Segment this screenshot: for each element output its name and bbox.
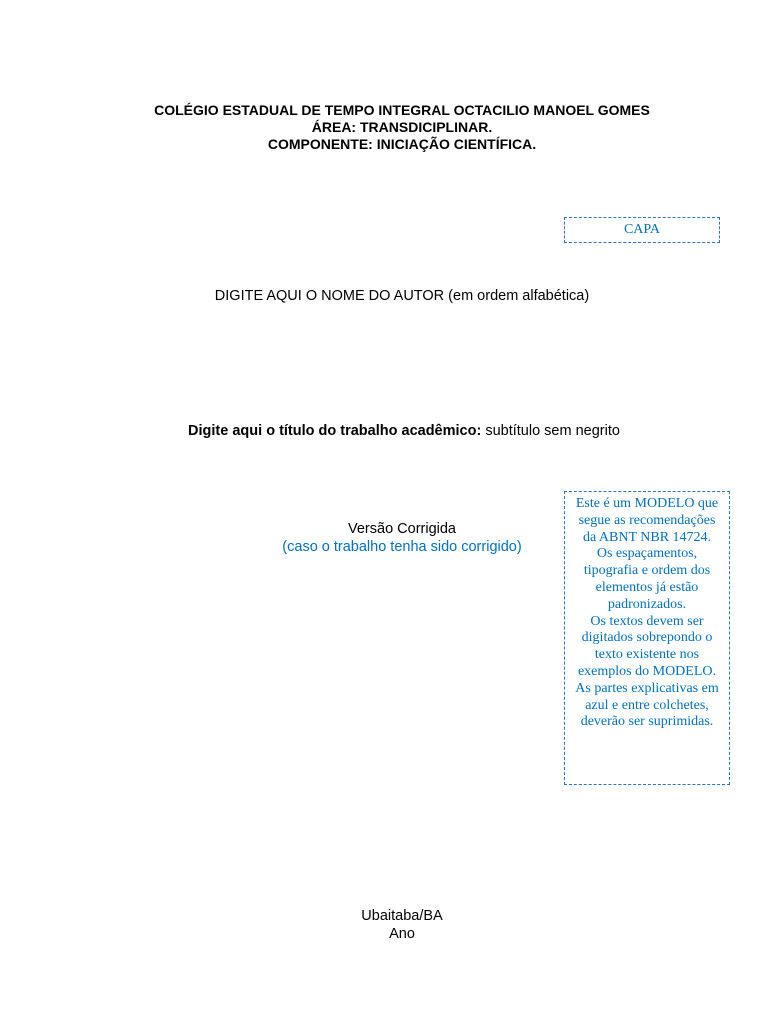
institution-header — [0, 102, 768, 153]
work-title[interactable] — [0, 422, 768, 440]
model-note-typing: Os textos devem ser digitados sobrepondo o texto existente nos exemplos do MODELO. — [577, 613, 717, 679]
model-instructions-box — [564, 491, 730, 785]
capa-label: CAPA — [623, 222, 661, 237]
work-subtitle: subtítulo sem negrito — [481, 423, 620, 439]
work-title-main: Digite aqui o título do trabalho acadêmico: — [188, 423, 482, 439]
model-note-removal: As partes explicativas em azul e entre colchetes, deverão ser suprimidas. — [575, 680, 719, 730]
version-label: Versão Corrigida — [348, 521, 456, 537]
author-placeholder[interactable]: DIGITE AQUI O NOME DO AUTOR (em ordem alfabética) — [214, 288, 590, 304]
year-label[interactable]: Ano — [389, 925, 415, 942]
model-note-intro: Este é um MODELO que segue as recomendações da ABNT NBR 14724. — [575, 496, 719, 545]
area-line: ÁREA: TRANSDICIPLINAR. — [311, 119, 493, 135]
model-note-formatting: Os espaçamentos, tipografia e ordem dos elementos já estão padronizados. — [583, 546, 711, 612]
institution-name: COLÉGIO ESTADUAL DE TEMPO INTEGRAL OCTACILIO MANOEL GOMES — [154, 102, 650, 118]
footer — [0, 908, 768, 943]
city-label[interactable]: Ubaitaba/BA — [361, 908, 443, 924]
capa-label-box — [564, 217, 720, 243]
version-note: (caso o trabalho tenha sido corrigido) — [282, 538, 522, 555]
component-line: COMPONENTE: INICIAÇÃO CIENTÍFICA. — [267, 136, 537, 152]
